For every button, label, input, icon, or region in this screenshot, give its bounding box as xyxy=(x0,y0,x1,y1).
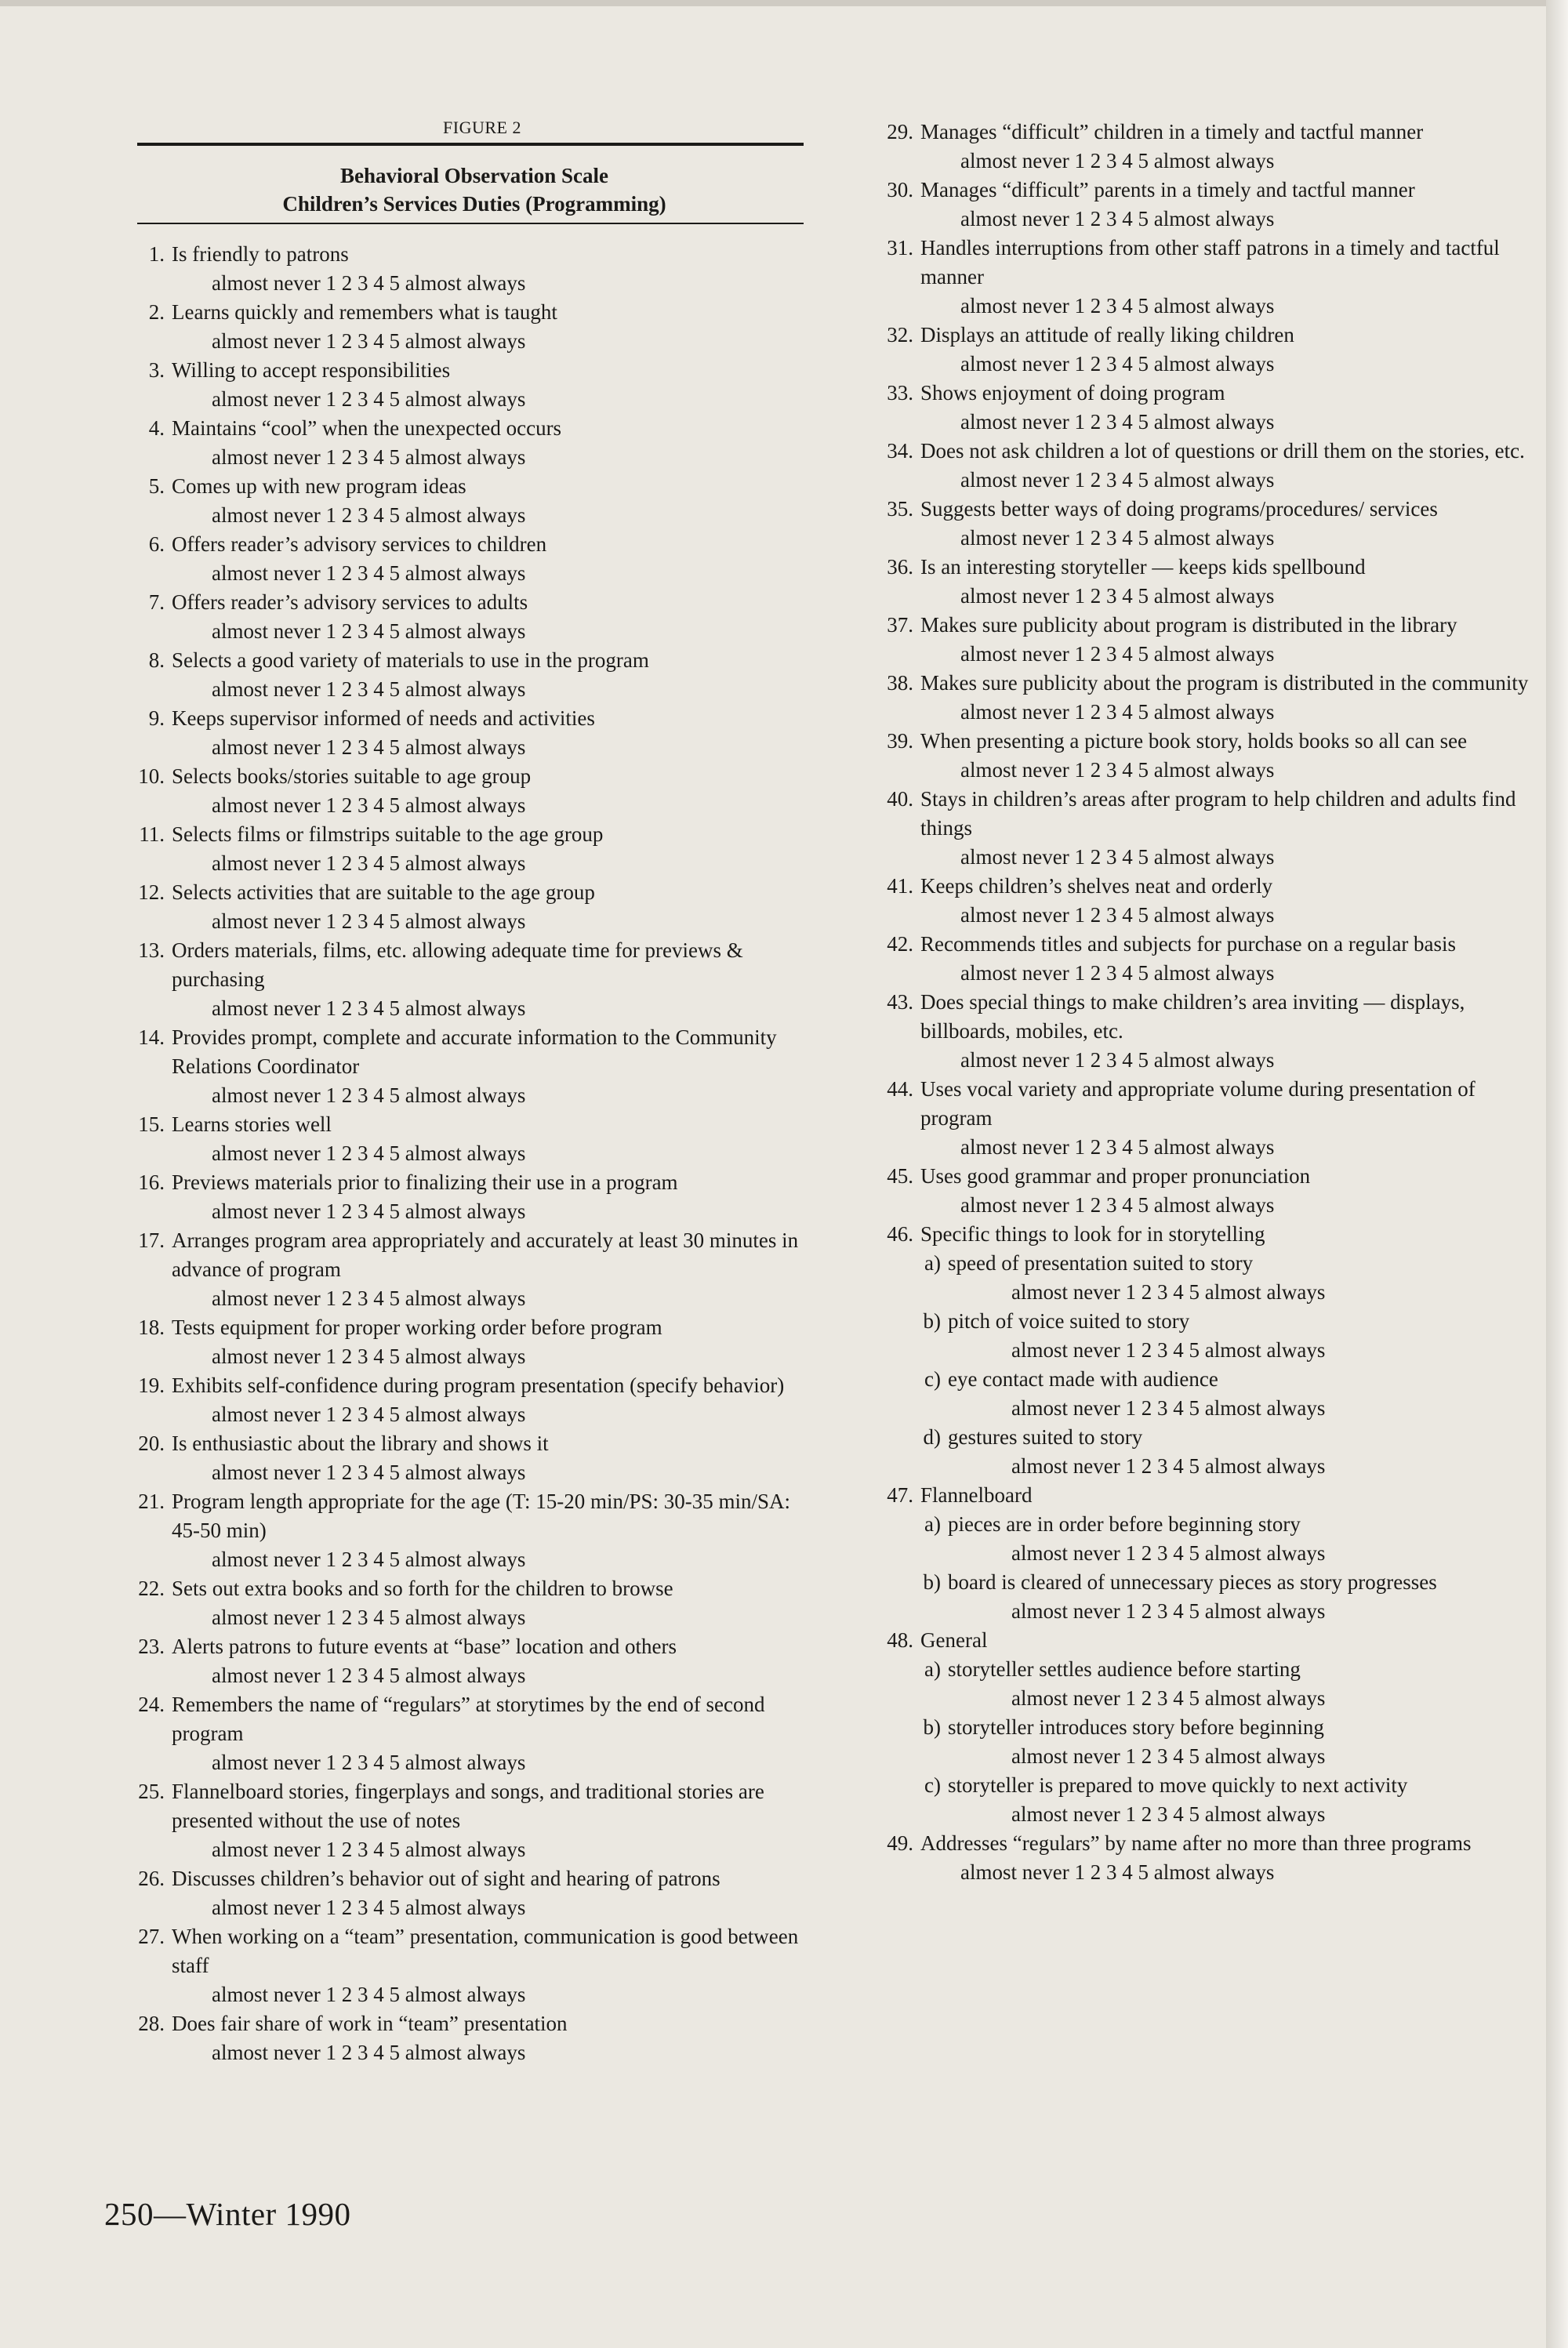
rating-scale: almost never 1 2 3 4 5 almost always xyxy=(1011,1802,1326,1826)
item-number: 5. xyxy=(148,474,165,498)
item-number: 34. xyxy=(887,439,913,463)
item-statement xyxy=(870,1626,1537,1655)
item-text: Willing to accept responsibilities xyxy=(172,358,451,382)
item-statement xyxy=(122,1226,804,1284)
item-number: 11. xyxy=(139,822,165,846)
item-number: 19. xyxy=(138,1374,165,1397)
item-text: Tests equipment for proper working order before program xyxy=(172,1316,662,1339)
item-text: Previews materials prior to finalizing their use in a program xyxy=(172,1170,678,1194)
rating-scale: almost never 1 2 3 4 5 almost always xyxy=(212,561,526,585)
item-statement xyxy=(870,727,1537,756)
item-text: Shows enjoyment of doing program xyxy=(920,381,1225,405)
scale-item xyxy=(122,1110,804,1168)
item-text: Addresses “regulars” by name after no more than three programs xyxy=(920,1831,1472,1855)
item-statement xyxy=(870,611,1537,640)
item-statement xyxy=(122,530,804,559)
scale-item xyxy=(870,669,1537,727)
item-number: 25. xyxy=(138,1780,165,1803)
scale-item xyxy=(870,1162,1537,1220)
page-footer: 250—Winter 1990 xyxy=(104,2196,351,2232)
item-text: Stays in children’s areas after program to help children and adults find things xyxy=(920,787,1516,840)
item-number: 37. xyxy=(887,613,913,637)
item-statement xyxy=(122,588,804,617)
scale-sub-item xyxy=(870,1423,1537,1481)
item-number: 22. xyxy=(138,1577,165,1600)
rating-scale: almost never 1 2 3 4 5 almost always xyxy=(960,961,1275,985)
item-text: Discusses children’s behavior out of sight and hearing of patrons xyxy=(172,1867,720,1890)
rating-scale: almost never 1 2 3 4 5 almost always xyxy=(212,1896,526,1919)
scale-item xyxy=(870,1075,1537,1162)
item-statement xyxy=(122,240,804,269)
scale-item xyxy=(870,930,1537,988)
scale-item xyxy=(122,1023,804,1110)
item-statement xyxy=(870,437,1537,466)
item-number: a) xyxy=(924,1512,941,1536)
scale-item xyxy=(122,1632,804,1690)
scale-title: Behavioral Observation Scale xyxy=(340,164,608,187)
item-text: Maintains “cool” when the unexpected occurs xyxy=(172,416,562,440)
item-statement xyxy=(122,1429,804,1458)
item-number: 13. xyxy=(138,938,165,962)
item-number: 39. xyxy=(887,729,913,753)
item-number: 48. xyxy=(887,1628,913,1652)
scale-item xyxy=(870,611,1537,669)
scale-sub-item xyxy=(870,1655,1537,1713)
scale-item xyxy=(870,872,1537,930)
scale-item xyxy=(870,321,1537,379)
item-text: Alerts patrons to future events at “base” location and others xyxy=(172,1635,677,1658)
item-text: When working on a “team” presentation, communication is good between staff xyxy=(172,1925,799,1977)
item-statement xyxy=(870,1307,1537,1336)
item-number: 26. xyxy=(138,1867,165,1890)
item-text: board is cleared of unnecessary pieces as story progresses xyxy=(948,1570,1437,1594)
scale-item xyxy=(122,588,804,646)
rating-scale: almost never 1 2 3 4 5 almost always xyxy=(960,584,1275,608)
rating-scale: almost never 1 2 3 4 5 almost always xyxy=(1011,1454,1326,1478)
item-number: 15. xyxy=(138,1112,165,1136)
rating-scale: almost never 1 2 3 4 5 almost always xyxy=(212,1606,526,1629)
item-text: Makes sure publicity about the program is distributed in the community xyxy=(920,671,1529,695)
rating-scale: almost never 1 2 3 4 5 almost always xyxy=(1011,1599,1326,1623)
rating-scale: almost never 1 2 3 4 5 almost always xyxy=(212,677,526,701)
rating-scale: almost never 1 2 3 4 5 almost always xyxy=(212,1461,526,1484)
item-number: c) xyxy=(924,1367,941,1391)
item-statement xyxy=(870,1075,1537,1133)
rating-scale: almost never 1 2 3 4 5 almost always xyxy=(960,207,1275,230)
item-number: 8. xyxy=(148,648,165,672)
rating-scale: almost never 1 2 3 4 5 almost always xyxy=(212,1751,526,1774)
rating-scale: almost never 1 2 3 4 5 almost always xyxy=(212,2041,526,2064)
item-statement xyxy=(870,495,1537,524)
rating-scale: almost never 1 2 3 4 5 almost always xyxy=(212,1403,526,1426)
item-text: Is friendly to patrons xyxy=(172,242,349,266)
rating-scale: almost never 1 2 3 4 5 almost always xyxy=(212,1141,526,1165)
item-statement xyxy=(122,820,804,849)
item-text: Recommends titles and subjects for purchase on a regular basis xyxy=(920,932,1457,956)
item-text: Exhibits self-confidence during program presentation (specify behavior) xyxy=(172,1374,785,1397)
item-text: General xyxy=(920,1628,988,1652)
item-text: Comes up with new program ideas xyxy=(172,474,466,498)
rating-scale: almost never 1 2 3 4 5 almost always xyxy=(212,851,526,875)
item-text: Is enthusiastic about the library and shows it xyxy=(172,1432,549,1455)
rating-scale: almost never 1 2 3 4 5 almost always xyxy=(212,503,526,527)
rating-scale: almost never 1 2 3 4 5 almost always xyxy=(1011,1338,1326,1362)
item-statement xyxy=(122,1574,804,1603)
scale-item xyxy=(122,1226,804,1313)
item-text: Does fair share of work in “team” presentation xyxy=(172,2012,568,2035)
rating-scale: almost never 1 2 3 4 5 almost always xyxy=(960,1860,1275,1884)
rating-scale: almost never 1 2 3 4 5 almost always xyxy=(212,1664,526,1687)
rating-scale: almost never 1 2 3 4 5 almost always xyxy=(960,700,1275,724)
item-statement xyxy=(122,704,804,733)
item-text: Manages “difficult” parents in a timely and tactful manner xyxy=(920,178,1415,201)
item-statement xyxy=(870,234,1537,292)
item-text: Suggests better ways of doing programs/procedures/ services xyxy=(920,497,1438,521)
rating-scale: almost never 1 2 3 4 5 almost always xyxy=(212,1199,526,1223)
rating-scale: almost never 1 2 3 4 5 almost always xyxy=(960,526,1275,550)
item-statement xyxy=(122,936,804,994)
item-number: 4. xyxy=(148,416,165,440)
scale-sub-item xyxy=(870,1510,1537,1568)
item-text: Keeps supervisor informed of needs and activities xyxy=(172,706,595,730)
scale-item xyxy=(870,1829,1537,1887)
item-number: 10. xyxy=(138,764,165,788)
item-statement xyxy=(122,472,804,501)
scale-item xyxy=(122,1429,804,1487)
item-number: 33. xyxy=(887,381,913,405)
scale-item xyxy=(122,1371,804,1429)
item-text: Selects books/stories suitable to age group xyxy=(172,764,532,788)
item-text: Sets out extra books and so forth for the children to browse xyxy=(172,1577,673,1600)
item-number: 42. xyxy=(887,932,913,956)
item-text: Keeps children’s shelves neat and orderly xyxy=(920,874,1273,898)
item-text: Selects films or filmstrips suitable to the age group xyxy=(172,822,604,846)
item-statement xyxy=(122,414,804,443)
item-statement xyxy=(122,762,804,791)
item-number: a) xyxy=(924,1657,941,1681)
item-number: 14. xyxy=(138,1025,165,1049)
item-text: Does not ask children a lot of questions or drill them on the stories, etc. xyxy=(920,439,1525,463)
scale-item xyxy=(122,1864,804,1922)
item-statement xyxy=(870,321,1537,350)
item-statement xyxy=(122,2009,804,2038)
item-number: 46. xyxy=(887,1222,913,1246)
item-text: Flannelboard xyxy=(920,1483,1033,1507)
scale-item xyxy=(122,1777,804,1864)
item-text: eye contact made with audience xyxy=(948,1367,1218,1391)
scale-item xyxy=(870,785,1537,872)
scale-item xyxy=(122,820,804,878)
rating-scale: almost never 1 2 3 4 5 almost always xyxy=(960,845,1275,869)
scale-item xyxy=(870,234,1537,321)
left-item-list xyxy=(122,240,804,2067)
rating-scale: almost never 1 2 3 4 5 almost always xyxy=(960,1193,1275,1217)
item-text: Makes sure publicity about program is distributed in the library xyxy=(920,613,1457,637)
item-number: 2. xyxy=(148,300,165,324)
item-text: Handles interruptions from other staff patrons in a timely and tactful manner xyxy=(920,236,1500,289)
rating-scale: almost never 1 2 3 4 5 almost always xyxy=(212,996,526,1020)
item-number: 17. xyxy=(138,1228,165,1252)
scale-item xyxy=(122,762,804,820)
item-text: Flannelboard stories, fingerplays and songs, and traditional stories are presented without the use of notes xyxy=(172,1780,764,1832)
rating-scale: almost never 1 2 3 4 5 almost always xyxy=(212,1548,526,1571)
item-number: 40. xyxy=(887,787,913,811)
item-statement xyxy=(870,785,1537,843)
rating-scale: almost never 1 2 3 4 5 almost always xyxy=(1011,1686,1326,1710)
right-column xyxy=(870,118,1537,1887)
rating-scale: almost never 1 2 3 4 5 almost always xyxy=(960,1048,1275,1072)
item-number: 31. xyxy=(887,236,913,259)
item-statement xyxy=(870,669,1537,698)
scale-item xyxy=(122,1313,804,1371)
item-number: 30. xyxy=(887,178,913,201)
scale-item xyxy=(870,988,1537,1075)
item-statement xyxy=(870,379,1537,408)
scale-item xyxy=(122,1922,804,2009)
item-statement xyxy=(870,1249,1537,1278)
page-edge xyxy=(0,0,1568,6)
item-number: 32. xyxy=(887,323,913,347)
item-text: Remembers the name of “regulars” at storytimes by the end of second program xyxy=(172,1693,765,1745)
scale-item xyxy=(122,356,804,414)
item-number: 44. xyxy=(887,1077,913,1101)
item-text: Provides prompt, complete and accurate information to the Community Relations Coordinator xyxy=(172,1025,777,1078)
item-text: Selects activities that are suitable to the age group xyxy=(172,880,595,904)
item-number: 47. xyxy=(887,1483,913,1507)
rating-scale: almost never 1 2 3 4 5 almost always xyxy=(1011,1396,1326,1420)
item-number: 24. xyxy=(138,1693,165,1716)
rating-scale: almost never 1 2 3 4 5 almost always xyxy=(960,758,1275,782)
item-statement xyxy=(122,1371,804,1400)
item-statement xyxy=(870,1713,1537,1742)
rating-scale: almost never 1 2 3 4 5 almost always xyxy=(1011,1744,1326,1768)
scale-item xyxy=(122,1168,804,1226)
scale-sub-item xyxy=(870,1771,1537,1829)
page-gutter-shadow xyxy=(1546,0,1568,2348)
item-number: 23. xyxy=(138,1635,165,1658)
rating-scale: almost never 1 2 3 4 5 almost always xyxy=(960,642,1275,666)
item-number: b) xyxy=(923,1715,941,1739)
rating-scale: almost never 1 2 3 4 5 almost always xyxy=(960,468,1275,492)
item-statement xyxy=(122,1110,804,1139)
scale-item xyxy=(122,2009,804,2067)
scale-item xyxy=(122,646,804,704)
rating-scale: almost never 1 2 3 4 5 almost always xyxy=(1011,1280,1326,1304)
right-item-list xyxy=(870,118,1537,1887)
rating-scale: almost never 1 2 3 4 5 almost always xyxy=(960,903,1275,927)
item-number: 29. xyxy=(887,120,913,143)
item-statement xyxy=(870,176,1537,205)
scale-sub-item xyxy=(870,1365,1537,1423)
item-number: 9. xyxy=(148,706,165,730)
scale-item xyxy=(122,240,804,298)
scale-item xyxy=(122,530,804,588)
item-statement xyxy=(870,930,1537,959)
scale-item xyxy=(122,1690,804,1777)
scale-item xyxy=(122,1487,804,1574)
item-number: 16. xyxy=(138,1170,165,1194)
item-number: 20. xyxy=(138,1432,165,1455)
rating-scale: almost never 1 2 3 4 5 almost always xyxy=(960,149,1275,172)
item-text: Orders materials, films, etc. allowing adequate time for previews & purchasing xyxy=(172,938,743,991)
rating-scale: almost never 1 2 3 4 5 almost always xyxy=(212,1838,526,1861)
item-statement xyxy=(122,1922,804,1980)
item-text: Offers reader’s advisory services to adults xyxy=(172,590,528,614)
item-number: b) xyxy=(923,1570,941,1594)
scale-item xyxy=(122,878,804,936)
rating-scale: almost never 1 2 3 4 5 almost always xyxy=(212,329,526,353)
item-text: When presenting a picture book story, holds books so all can see xyxy=(920,729,1468,753)
scale-item xyxy=(122,1574,804,1632)
rating-scale: almost never 1 2 3 4 5 almost always xyxy=(212,445,526,469)
item-statement xyxy=(122,298,804,327)
scale-item xyxy=(870,1626,1537,1655)
scale-sub-item xyxy=(870,1307,1537,1365)
item-statement xyxy=(870,118,1537,147)
scale-item xyxy=(870,495,1537,553)
item-text: Displays an attitude of really liking children xyxy=(920,323,1294,347)
item-number: 28. xyxy=(138,2012,165,2035)
scale-item xyxy=(122,704,804,762)
item-text: Learns quickly and remembers what is taught xyxy=(172,300,557,324)
item-text: Specific things to look for in storytelling xyxy=(920,1222,1265,1246)
item-statement xyxy=(122,1690,804,1748)
item-number: 3. xyxy=(148,358,165,382)
item-text: pitch of voice suited to story xyxy=(948,1309,1190,1333)
scale-subtitle: Children’s Services Duties (Programming) xyxy=(282,192,666,216)
item-statement xyxy=(122,646,804,675)
item-statement xyxy=(870,1771,1537,1800)
item-statement xyxy=(122,1168,804,1197)
item-number: 27. xyxy=(138,1925,165,1948)
item-text: Arranges program area appropriately and accurately at least 30 minutes in advance of program xyxy=(172,1228,799,1281)
item-statement xyxy=(122,1777,804,1835)
left-column xyxy=(122,118,804,2067)
item-statement xyxy=(870,1162,1537,1191)
rating-scale: almost never 1 2 3 4 5 almost always xyxy=(212,909,526,933)
scale-item xyxy=(870,437,1537,495)
item-text: Uses good grammar and proper pronunciation xyxy=(920,1164,1311,1188)
item-text: Uses vocal variety and appropriate volume during presentation of program xyxy=(920,1077,1475,1130)
item-text: Selects a good variety of materials to use in the program xyxy=(172,648,649,672)
item-text: gestures suited to story xyxy=(948,1425,1143,1449)
scale-sub-item xyxy=(870,1713,1537,1771)
scale-item xyxy=(870,553,1537,611)
item-text: Is an interesting storyteller — keeps kids spellbound xyxy=(920,555,1366,579)
item-number: 1. xyxy=(148,242,165,266)
item-number: 21. xyxy=(138,1490,165,1513)
rating-scale: almost never 1 2 3 4 5 almost always xyxy=(212,271,526,295)
item-statement xyxy=(870,1655,1537,1684)
scale-item xyxy=(122,936,804,1023)
item-statement xyxy=(870,1220,1537,1249)
item-number: a) xyxy=(924,1251,941,1275)
item-statement xyxy=(122,356,804,385)
item-number: 43. xyxy=(887,990,913,1014)
item-statement xyxy=(870,1481,1537,1510)
scale-sub-item xyxy=(870,1568,1537,1626)
item-text: Manages “difficult” children in a timely and tactful manner xyxy=(920,120,1424,143)
rating-scale: almost never 1 2 3 4 5 almost always xyxy=(960,410,1275,434)
item-text: Offers reader’s advisory services to children xyxy=(172,532,547,556)
item-number: 12. xyxy=(138,880,165,904)
item-text: Does special things to make children’s area inviting — displays, billboards, mobiles, etc. xyxy=(920,990,1465,1043)
rating-scale: almost never 1 2 3 4 5 almost always xyxy=(212,793,526,817)
item-number: 41. xyxy=(887,874,913,898)
rating-scale: almost never 1 2 3 4 5 almost always xyxy=(212,1345,526,1368)
item-number: 18. xyxy=(138,1316,165,1339)
item-number: 38. xyxy=(887,671,913,695)
scale-item xyxy=(122,472,804,530)
rating-scale: almost never 1 2 3 4 5 almost always xyxy=(960,1135,1275,1159)
item-text: storyteller settles audience before starting xyxy=(948,1657,1301,1681)
item-text: storyteller is prepared to move quickly to next activity xyxy=(948,1773,1408,1797)
item-statement xyxy=(122,1487,804,1545)
item-statement xyxy=(122,1632,804,1661)
item-statement xyxy=(870,553,1537,582)
item-number: 45. xyxy=(887,1164,913,1188)
item-statement xyxy=(870,1829,1537,1858)
rating-scale: almost never 1 2 3 4 5 almost always xyxy=(212,1083,526,1107)
rating-scale: almost never 1 2 3 4 5 almost always xyxy=(212,1287,526,1310)
rating-scale: almost never 1 2 3 4 5 almost always xyxy=(212,1983,526,2006)
item-statement xyxy=(122,1023,804,1081)
scale-item xyxy=(870,727,1537,785)
scale-sub-item xyxy=(870,1249,1537,1307)
item-statement xyxy=(870,872,1537,901)
scale-item xyxy=(122,414,804,472)
rating-scale: almost never 1 2 3 4 5 almost always xyxy=(960,294,1275,318)
scale-item xyxy=(122,298,804,356)
item-text: speed of presentation suited to story xyxy=(948,1251,1254,1275)
scale-item xyxy=(870,379,1537,437)
item-number: 6. xyxy=(148,532,165,556)
rating-scale: almost never 1 2 3 4 5 almost always xyxy=(1011,1541,1326,1565)
item-statement xyxy=(870,1568,1537,1597)
item-text: Program length appropriate for the age (T: 15-20 min/PS: 30-35 min/SA: 45-50 min) xyxy=(172,1490,791,1542)
item-number: 35. xyxy=(887,497,913,521)
rating-scale: almost never 1 2 3 4 5 almost always xyxy=(212,735,526,759)
header-rule xyxy=(137,223,804,224)
item-text: Learns stories well xyxy=(172,1112,332,1136)
item-number: 49. xyxy=(887,1831,913,1855)
scale-item xyxy=(870,176,1537,234)
item-statement xyxy=(870,988,1537,1046)
item-statement xyxy=(122,878,804,907)
item-number: 7. xyxy=(148,590,165,614)
item-statement xyxy=(870,1510,1537,1539)
item-number: c) xyxy=(924,1773,941,1797)
item-number: 36. xyxy=(887,555,913,579)
item-statement xyxy=(870,1423,1537,1452)
item-number: d) xyxy=(923,1425,941,1449)
item-statement xyxy=(122,1313,804,1342)
figure-label: FIGURE 2 xyxy=(443,118,521,137)
top-rule xyxy=(137,143,804,146)
rating-scale: almost never 1 2 3 4 5 almost always xyxy=(212,619,526,643)
scale-item xyxy=(870,118,1537,176)
scale-item xyxy=(870,1220,1537,1249)
rating-scale: almost never 1 2 3 4 5 almost always xyxy=(212,387,526,411)
item-statement xyxy=(870,1365,1537,1394)
item-number: b) xyxy=(923,1309,941,1333)
item-statement xyxy=(122,1864,804,1893)
item-text: storyteller introduces story before beginning xyxy=(948,1715,1324,1739)
scale-item xyxy=(870,1481,1537,1510)
rating-scale: almost never 1 2 3 4 5 almost always xyxy=(960,352,1275,376)
item-text: pieces are in order before beginning story xyxy=(948,1512,1301,1536)
